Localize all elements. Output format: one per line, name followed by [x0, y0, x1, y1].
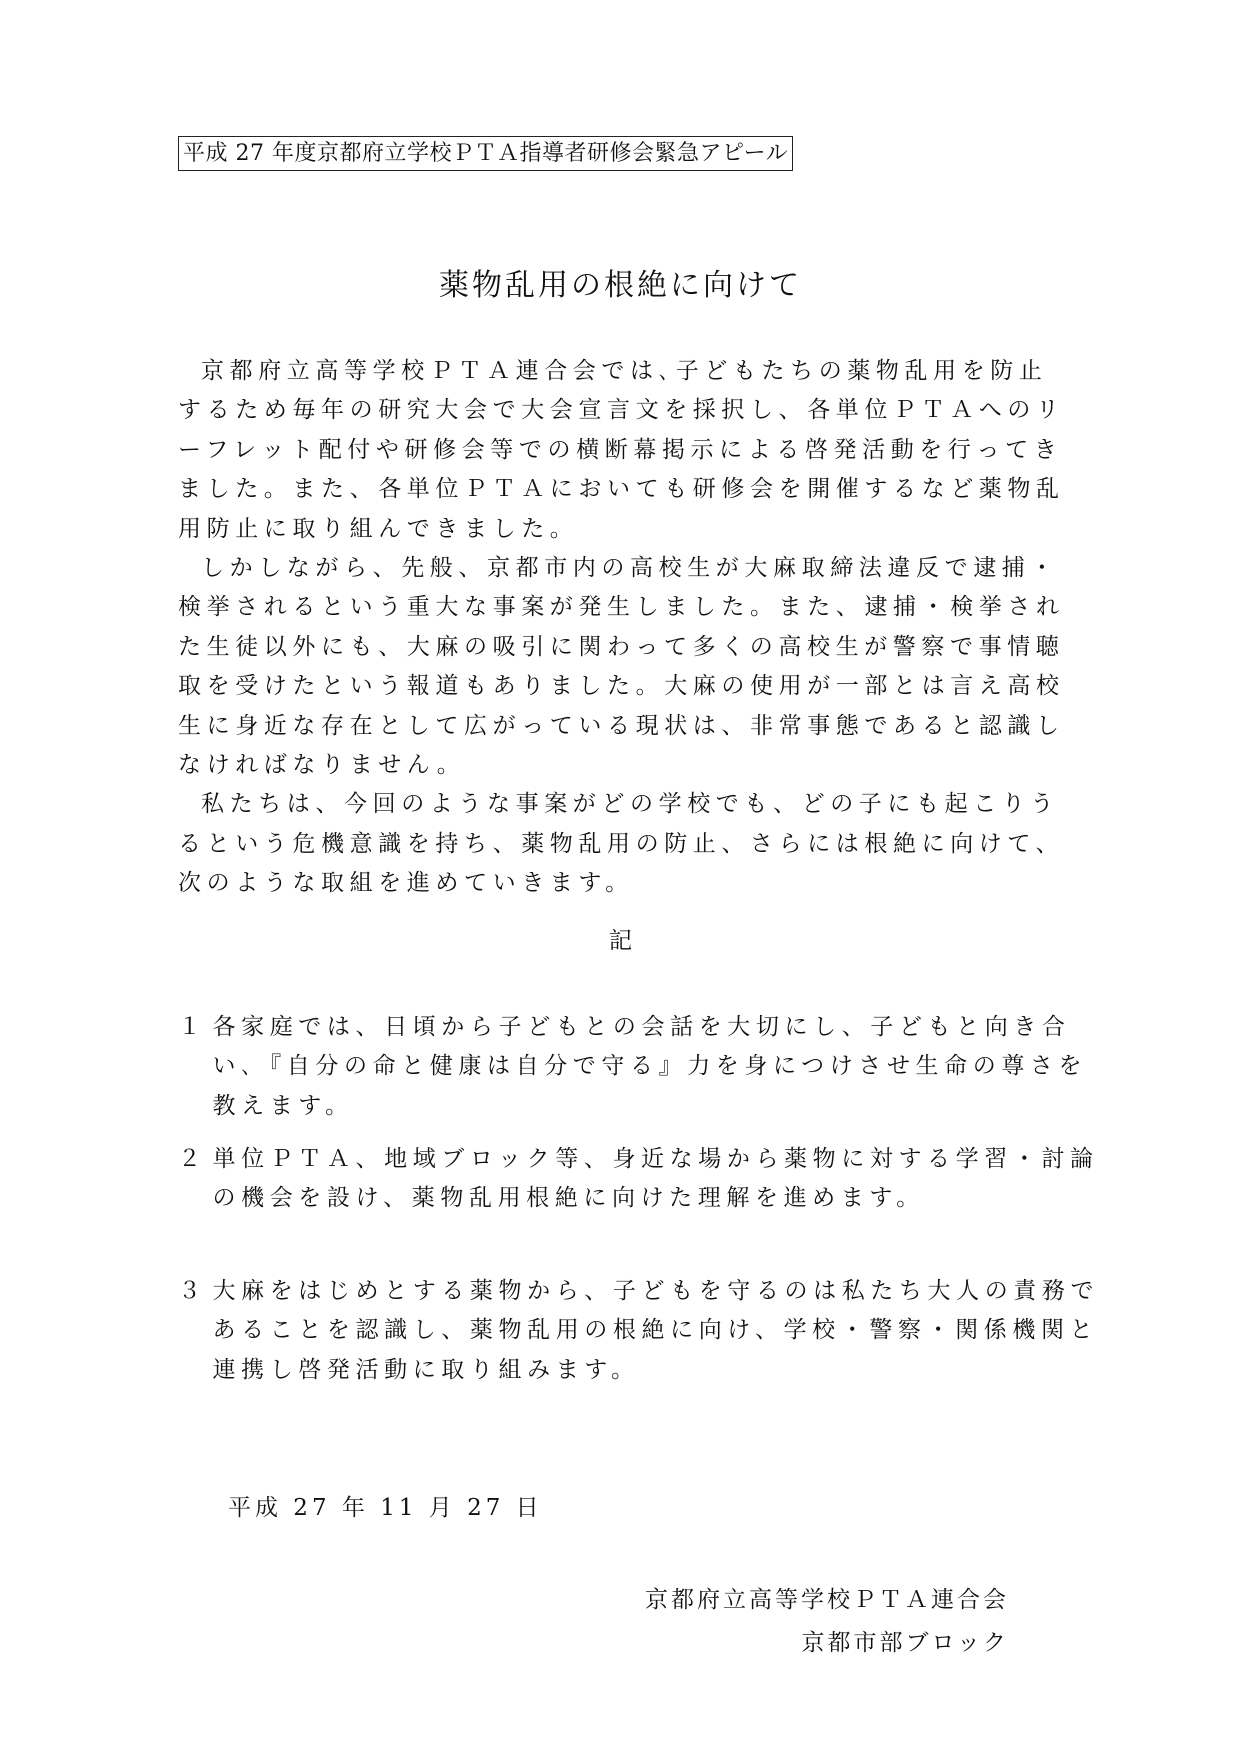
paragraph-2: しかしながら、先般、京都市内の高校生が大麻取締法違反で逮捕・検挙されるという重大な事案が発生しました。また、逮捕・検挙された生徒以外にも、大麻の吸引に関わって多くの高校生が警察で事情聴取を受けたという報道もありました。大麻の使用が一部とは言え高校生に身近な存在として広がっている現状は、非常事態であると認識しなければなりません。 — [178, 555, 1065, 779]
list-item-number: ２ — [178, 1146, 207, 1172]
body-text — [178, 352, 1070, 904]
ki-heading: 記 — [609, 928, 632, 954]
list-item-1 — [178, 1008, 1105, 1126]
list-item-text: 大麻をはじめとする薬物から、子どもを守るのは私たち大人の責務であることを認識し、薬物乱用の根絶に向け、学校・警察・関係機関と連携し啓発活動に取り組みます。 — [212, 1278, 1100, 1383]
list-item-text: 単位ＰＴＡ、地域ブロック等、身近な場から薬物に対する学習・討論の機会を設け、薬物乱用根絶に向けた理解を進めます。 — [212, 1146, 1099, 1212]
list-item-2 — [178, 1140, 1105, 1219]
list-item-number: ３ — [178, 1278, 207, 1304]
list-item-text: 各家庭では、日頃から子どもとの会話を大切にし、子どもと向き合い､『自分の命と健康は自分で守る』力を身につけさせ生命の尊さを教えます。 — [212, 1014, 1088, 1119]
list-item-number: １ — [178, 1014, 207, 1040]
signature-organization: 京都府立高等学校ＰＴＡ連合会 — [645, 1587, 1009, 1613]
document-title: 薬物乱用の根絶に向けて — [439, 268, 802, 303]
list-item-3 — [178, 1272, 1105, 1390]
boxed-header-title: 平成 27 年度京都府立学校ＰＴＡ指導者研修会緊急アピール — [178, 136, 793, 171]
paragraph-1: 京都府立高等学校ＰＴＡ連合会では､子どもたちの薬物乱用を防止するため毎年の研究大会で大会宣言文を採択し、各単位ＰＴＡへのリーフレット配付や研修会等での横断幕掲示による啓発活動を行ってきました。また、各単位ＰＴＡにおいても研修会を開催するなど薬物乱用防止に取り組んできました。 — [178, 358, 1065, 542]
document-date: 平成 27 年 11 月 27 日 — [228, 1495, 543, 1521]
signature-block: 京都市部ブロック — [801, 1630, 1009, 1656]
paragraph-3: 私たちは、今回のような事案がどの学校でも、どの子にも起こりうるという危機意識を持ち、薬物乱用の防止、さらには根絶に向けて、次のような取組を進めていきます。 — [178, 791, 1065, 897]
